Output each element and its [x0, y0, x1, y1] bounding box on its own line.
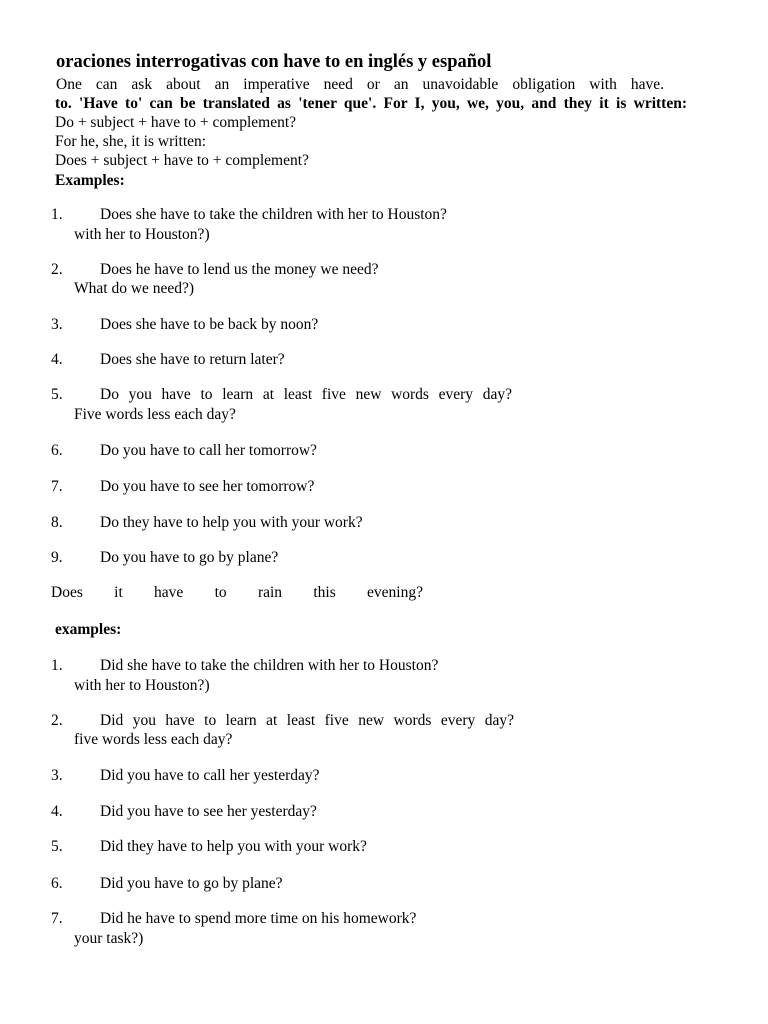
item-continuation: your task?)	[74, 930, 144, 947]
item-number: 3.	[51, 767, 63, 784]
item-number: 3.	[51, 316, 63, 333]
intro-line: For he, she, it is written:	[55, 133, 207, 150]
intro-line: Does + subject + have to + complement?	[55, 152, 309, 169]
list-item	[51, 712, 514, 730]
item-question: Did they have to help you with your work?	[100, 838, 367, 855]
item-question: Does she have to be back by noon?	[100, 316, 319, 333]
list-item	[51, 767, 320, 785]
item-number: 1.	[51, 657, 63, 674]
item-number: 4.	[51, 351, 63, 368]
item-number: 5.	[51, 386, 63, 403]
list-item	[51, 206, 447, 224]
examples-heading: Examples:	[55, 172, 125, 189]
list-item	[51, 803, 317, 821]
item-continuation: with her to Houston?)	[74, 677, 210, 694]
intro-line: One can ask about an imperative need or an unavoidable obligation with have.	[56, 76, 664, 93]
item-question: Does she have to return later?	[100, 351, 285, 368]
item-number: 2.	[51, 261, 63, 278]
list-item	[51, 910, 416, 928]
item-question: Does he have to lend us the money we need?	[100, 261, 379, 278]
item-number: 4.	[51, 803, 63, 820]
list-item	[51, 549, 278, 567]
list-item	[51, 478, 314, 496]
item-question: Do you have to call her tomorrow?	[100, 442, 317, 459]
item-question: Does she have to take the children with her to Houston?	[100, 206, 447, 223]
list-item	[51, 514, 363, 532]
item-number: 6.	[51, 875, 63, 892]
item-continuation: five words less each day?	[74, 731, 233, 748]
item-question: Did you have to go by plane?	[100, 875, 283, 892]
item-continuation: with her to Houston?)	[74, 226, 210, 243]
list-item	[51, 261, 378, 279]
item-number: 7.	[51, 478, 63, 495]
item-question: Did you have to call her yesterday?	[100, 767, 320, 784]
standalone-question: Does it have to rain this evening?	[51, 584, 423, 601]
item-question: Did you have to learn at least five new words every day?	[100, 712, 514, 729]
item-question: Do you have to go by plane?	[100, 549, 279, 566]
examples2-heading: examples:	[55, 621, 122, 638]
item-number: 2.	[51, 712, 63, 729]
list-item	[51, 351, 285, 369]
list-item	[51, 442, 317, 460]
item-continuation: What do we need?)	[74, 280, 195, 297]
document-title: oraciones interrogativas con have to en inglés y español	[56, 52, 492, 72]
item-number: 1.	[51, 206, 63, 223]
item-question: Did he have to spend more time on his homework?	[100, 910, 417, 927]
list-item	[51, 316, 318, 334]
list-item	[51, 386, 512, 404]
list-item	[51, 838, 367, 856]
item-number: 7.	[51, 910, 63, 927]
intro-line: Do + subject + have to + complement?	[55, 114, 297, 131]
item-number: 6.	[51, 442, 63, 459]
item-number: 8.	[51, 514, 63, 531]
list-item	[51, 875, 283, 893]
item-question: Do you have to learn at least five new words every day?	[100, 386, 512, 403]
item-question: Do they have to help you with your work?	[100, 514, 363, 531]
item-number: 5.	[51, 838, 63, 855]
item-question: Did you have to see her yesterday?	[100, 803, 317, 820]
intro-line: to. 'Have to' can be translated as 'tener que'. For I, you, we, you, and they it is written:	[55, 95, 687, 112]
item-question: Do you have to see her tomorrow?	[100, 478, 315, 495]
item-number: 9.	[51, 549, 63, 566]
item-continuation: Five words less each day?	[74, 406, 236, 423]
list-item	[51, 657, 438, 675]
item-question: Did she have to take the children with her to Houston?	[100, 657, 439, 674]
